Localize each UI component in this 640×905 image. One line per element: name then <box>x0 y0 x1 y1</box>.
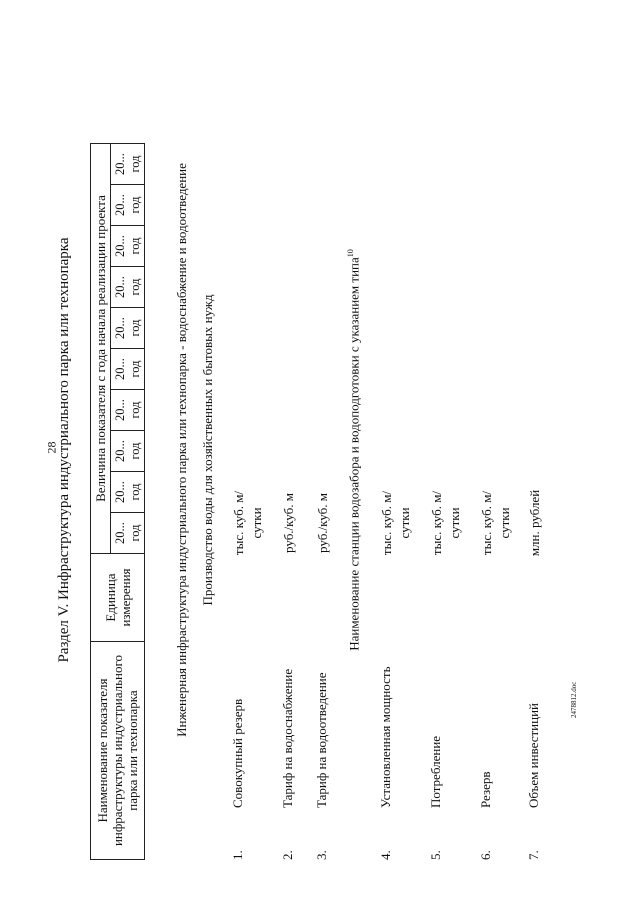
header-year-7: 20... год <box>111 267 145 308</box>
header-year-1: 20... год <box>111 513 145 554</box>
group-engineering-infrastructure: Инженерная инфраструктура индустриального парка или технопарка - водоснабжение и водоотведение <box>174 163 189 737</box>
group-water-production: Производство воды для хозяйственных и бытовых нужд <box>200 294 215 606</box>
row-unit: тыс. куб. м/ сутки <box>479 490 512 556</box>
header-unit: Единица измерения <box>91 554 145 642</box>
header-values-by-year: Величина показателя с года начала реализации проекта <box>91 144 111 554</box>
group-water-station <box>346 40 362 860</box>
row-number: 2. <box>280 850 295 860</box>
row-number: 6. <box>478 850 493 860</box>
row-number: 3. <box>314 850 329 860</box>
row-unit: руб./куб. м <box>281 493 296 553</box>
footnote-marker: 10 <box>346 249 355 258</box>
row-unit: тыс. куб. м/ сутки <box>231 490 264 556</box>
header-year-3: 20... год <box>111 431 145 472</box>
header-year-4: 20... год <box>111 390 145 431</box>
rotated-page-content <box>56 40 616 860</box>
row-number: 5. <box>428 850 443 860</box>
row-number: 7. <box>526 850 541 860</box>
row-number: 4. <box>378 850 393 860</box>
header-year-5: 20... год <box>111 349 145 390</box>
row-unit: тыс. куб. м/ сутки <box>429 490 462 556</box>
row-unit: тыс. куб. м/ сутки <box>379 490 412 556</box>
header-year-10: 20... год <box>111 144 145 185</box>
indicator-table-header <box>90 143 145 860</box>
row-indicator-name: Резерв <box>478 771 493 808</box>
header-year-6: 20... год <box>111 308 145 349</box>
header-indicator-name: Наименование показателя инфраструктуры индустриального парка или технопарка <box>91 642 145 860</box>
header-year-2: 20... год <box>111 472 145 513</box>
row-indicator-name: Установленная мощность <box>378 666 393 808</box>
row-indicator-name: Тариф на водоотведение <box>314 672 329 808</box>
header-year-9: 20... год <box>111 185 145 226</box>
row-indicator-name: Тариф на водоснабжение <box>280 668 295 808</box>
row-number: 1. <box>230 850 245 860</box>
section-title: Раздел V. Инфраструктура индустриального парка или технопарка <box>56 237 72 663</box>
group-station-label: Наименование станции водозабора и водоподготовки с указанием типа <box>346 257 362 651</box>
row-unit: млн. рублей <box>527 489 542 557</box>
footer-doc-code: 2478812.doc <box>570 681 578 718</box>
row-indicator-name: Совокупный резерв <box>230 698 245 808</box>
header-year-8: 20... год <box>111 226 145 267</box>
row-indicator-name: Потребление <box>428 735 443 808</box>
row-unit: руб./куб. м <box>315 493 330 553</box>
row-indicator-name: Объем инвестиций <box>526 703 541 808</box>
page-number: 28 <box>44 441 59 454</box>
